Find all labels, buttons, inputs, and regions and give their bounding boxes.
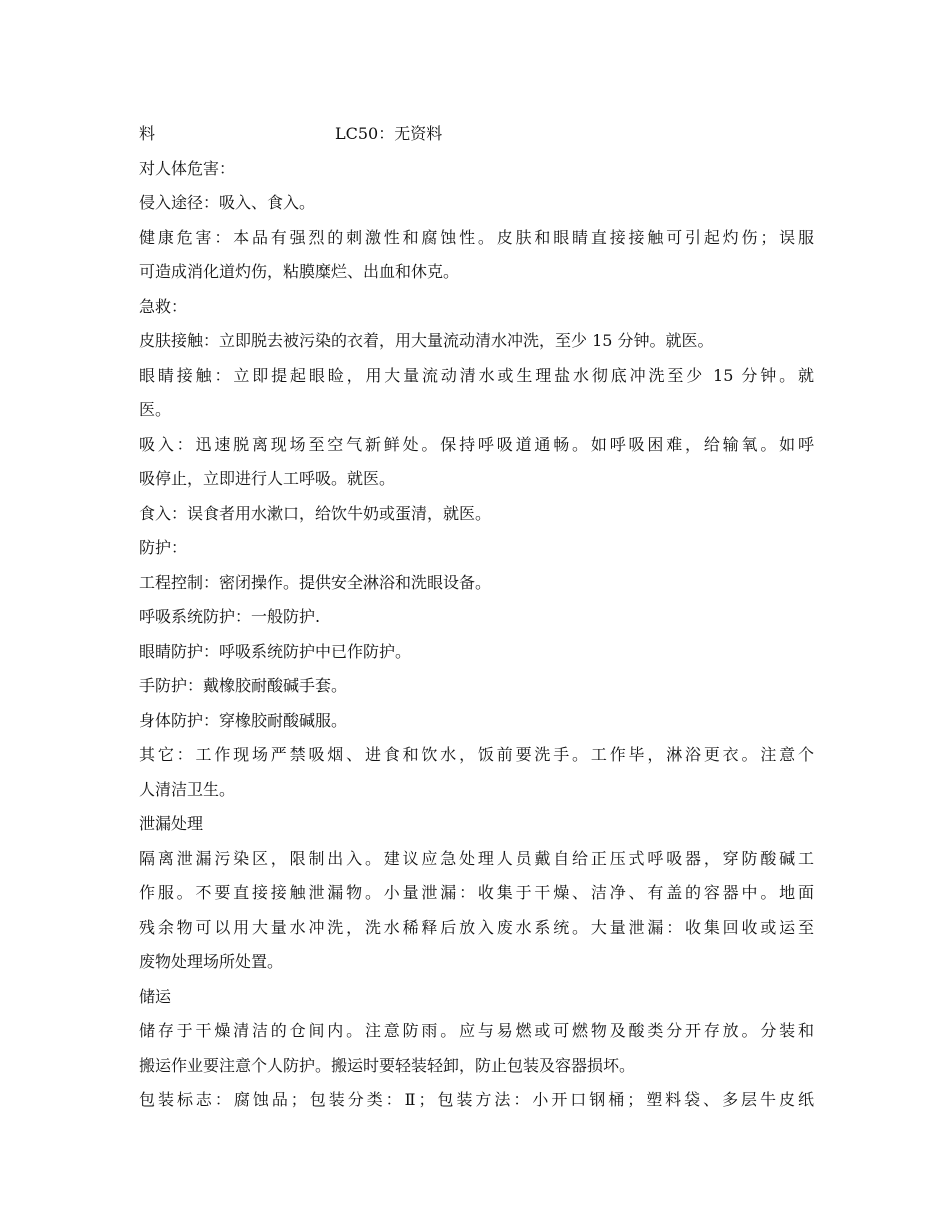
text-line: 健康危害：本品有强烈的刺激性和腐蚀性。皮肤和眼睛直接接触可引起灼伤；误服 xyxy=(139,227,814,247)
section-heading: 泄漏处理 xyxy=(139,814,204,833)
text-line: 手防护：戴橡胶耐酸碱手套。 xyxy=(139,676,348,695)
text-line: 眼睛接触：立即提起眼睑，用大量流动清水或生理盐水彻底冲洗至少 15 分钟。就 xyxy=(139,365,814,385)
text-line-first xyxy=(139,117,814,152)
text-line: 工程控制：密闭操作。提供安全淋浴和洗眼设备。 xyxy=(139,572,492,592)
text-line: 废物处理场所处置。 xyxy=(139,952,284,971)
text-line: 食入：误食者用水漱口，给饮牛奶或蛋清，就医。 xyxy=(139,503,492,523)
section-heading: 防护： xyxy=(139,538,188,557)
text-fragment: 料 xyxy=(139,124,156,143)
text-line: 皮肤接触：立即脱去被污染的衣着，用大量流动清水冲洗，至少 15 分钟。就医。 xyxy=(139,331,714,350)
text-line: 侵入途径：吸入、食入。 xyxy=(139,193,316,212)
text-line: 眼睛防护：呼吸系统防护中已作防护。 xyxy=(139,641,412,661)
text-line: 呼吸系统防护：一般防护. xyxy=(139,607,321,626)
text-line: 搬运作业要注意个人防护。搬运时要轻装轻卸，防止包装及容器损坏。 xyxy=(139,1055,636,1075)
text-line: 包装标志：腐蚀品；包装分类：Ⅱ；包装方法：小开口钢桶；塑料袋、多层牛皮纸 xyxy=(139,1090,814,1109)
text-line: 隔离泄漏污染区，限制出入。建议应急处理人员戴自给正压式呼吸器，穿防酸碱工 xyxy=(139,848,814,868)
text-line: 人清洁卫生。 xyxy=(139,779,236,799)
text-fragment: LC50：无资料 xyxy=(335,124,443,143)
text-line: 吸停止，立即进行人工呼吸。就医。 xyxy=(139,469,396,488)
text-line: 可造成消化道灼伤，粘膜糜烂、出血和休克。 xyxy=(139,262,460,281)
section-heading: 急救： xyxy=(139,296,188,316)
text-line: 储存于干燥清洁的仓间内。注意防雨。应与易燃或可燃物及酸类分开存放。分装和 xyxy=(139,1021,814,1040)
text-line: 吸入：迅速脱离现场至空气新鲜处。保持呼吸道通畅。如呼吸困难，给输氧。如呼 xyxy=(139,434,814,454)
document-body xyxy=(139,117,814,1118)
text-line: 残余物可以用大量水冲洗，洗水稀释后放入废水系统。大量泄漏：收集回收或运至 xyxy=(139,917,814,937)
section-heading: 储运 xyxy=(139,986,172,1006)
text-line: 医。 xyxy=(139,400,172,419)
text-line: 作服。不要直接接触泄漏物。小量泄漏：收集于干燥、洁净、有盖的容器中。地面 xyxy=(139,883,814,902)
text-line: 身体防护：穿橡胶耐酸碱服。 xyxy=(139,710,348,730)
text-line: 对人体危害： xyxy=(139,158,236,178)
text-line: 其它：工作现场严禁吸烟、进食和饮水，饭前要洗手。工作毕，淋浴更衣。注意个 xyxy=(139,745,814,764)
